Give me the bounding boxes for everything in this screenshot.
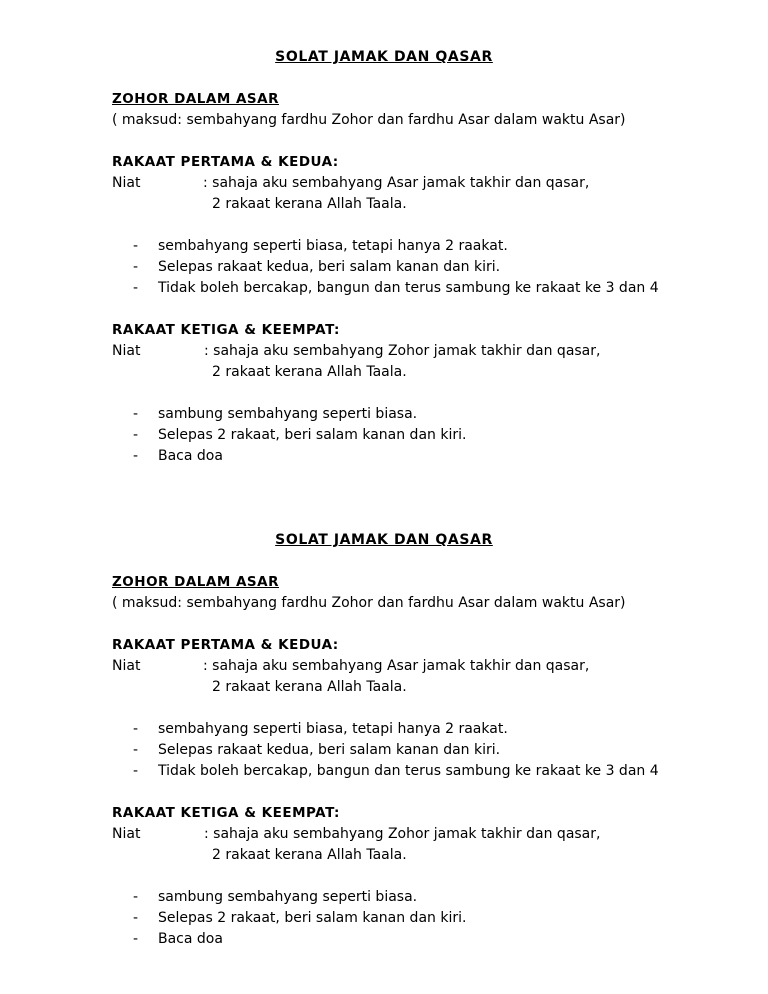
list-item: Baca doa	[158, 448, 223, 464]
bullet-marker: -	[133, 448, 139, 464]
bullet-marker: -	[133, 742, 139, 758]
bullet-marker: -	[133, 259, 139, 275]
niat-text-line-1: : sahaja aku sembahyang Asar jamak takhir dan qasar,	[203, 658, 590, 674]
document-section-1	[0, 0, 768, 480]
niat-label: Niat	[112, 826, 141, 842]
bullet-marker: -	[133, 763, 139, 779]
bullet-marker: -	[133, 889, 139, 905]
list-item: Selepas 2 rakaat, beri salam kanan dan kiri.	[158, 427, 467, 443]
niat-label: Niat	[112, 175, 141, 191]
niat-text-line-2: 2 rakaat kerana Allah Taala.	[212, 847, 407, 863]
list-item: Tidak boleh bercakap, bangun dan terus sambung ke rakaat ke 3 dan 4	[158, 280, 659, 296]
section-subtitle: ZOHOR DALAM ASAR	[112, 91, 279, 107]
section-description: ( maksud: sembahyang fardhu Zohor dan fardhu Asar dalam waktu Asar)	[112, 595, 626, 611]
bullet-marker: -	[133, 427, 139, 443]
niat-label: Niat	[112, 658, 141, 674]
list-item: Selepas rakaat kedua, beri salam kanan dan kiri.	[158, 742, 501, 758]
list-item: Selepas rakaat kedua, beri salam kanan dan kiri.	[158, 259, 501, 275]
part-heading: RAKAAT KETIGA & KEEMPAT:	[112, 805, 340, 821]
bullet-marker: -	[133, 406, 139, 422]
list-item: Baca doa	[158, 931, 223, 947]
niat-text-line-2: 2 rakaat kerana Allah Taala.	[212, 196, 407, 212]
list-item: sembahyang seperti biasa, tetapi hanya 2 raakat.	[158, 721, 508, 737]
part-heading: RAKAAT PERTAMA & KEDUA:	[112, 637, 339, 653]
niat-text-line-1: : sahaja aku sembahyang Zohor jamak takhir dan qasar,	[204, 826, 601, 842]
list-item: sambung sembahyang seperti biasa.	[158, 889, 418, 905]
section-description: ( maksud: sembahyang fardhu Zohor dan fardhu Asar dalam waktu Asar)	[112, 112, 626, 128]
bullet-marker: -	[133, 280, 139, 296]
bullet-marker: -	[133, 910, 139, 926]
document-section-2	[0, 483, 768, 963]
niat-text-line-1: : sahaja aku sembahyang Zohor jamak takhir dan qasar,	[204, 343, 601, 359]
part-heading: RAKAAT KETIGA & KEEMPAT:	[112, 322, 340, 338]
document-title: SOLAT JAMAK DAN QASAR	[275, 49, 493, 65]
list-item: Selepas 2 rakaat, beri salam kanan dan kiri.	[158, 910, 467, 926]
niat-text-line-1: : sahaja aku sembahyang Asar jamak takhir dan qasar,	[203, 175, 590, 191]
list-item: sembahyang seperti biasa, tetapi hanya 2 raakat.	[158, 238, 508, 254]
bullet-marker: -	[133, 721, 139, 737]
bullet-marker: -	[133, 931, 139, 947]
bullet-marker: -	[133, 238, 139, 254]
document-title: SOLAT JAMAK DAN QASAR	[275, 532, 493, 548]
niat-text-line-2: 2 rakaat kerana Allah Taala.	[212, 364, 407, 380]
niat-label: Niat	[112, 343, 141, 359]
list-item: sambung sembahyang seperti biasa.	[158, 406, 418, 422]
section-subtitle: ZOHOR DALAM ASAR	[112, 574, 279, 590]
niat-text-line-2: 2 rakaat kerana Allah Taala.	[212, 679, 407, 695]
list-item: Tidak boleh bercakap, bangun dan terus sambung ke rakaat ke 3 dan 4	[158, 763, 659, 779]
part-heading: RAKAAT PERTAMA & KEDUA:	[112, 154, 339, 170]
